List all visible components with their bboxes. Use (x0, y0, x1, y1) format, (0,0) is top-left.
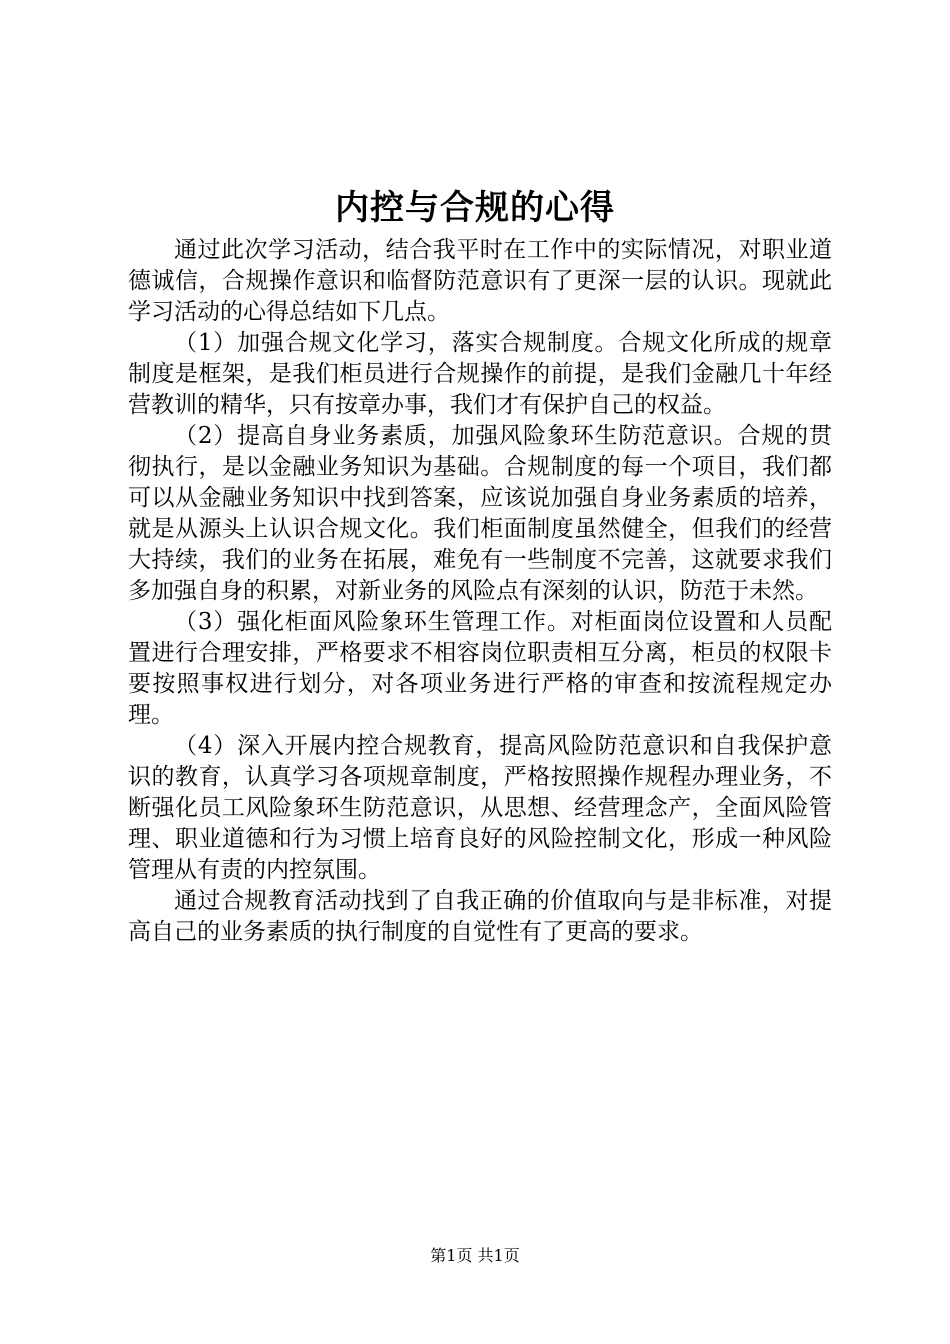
page-title: 内控与合规的心得 (335, 188, 615, 228)
document-body (128, 235, 832, 948)
paragraph-conclusion: 通过合规教育活动找到了自我正确的价值取向与是非标准，对提高自己的业务素质的执行制度的自觉性有了更高的要求。 (128, 888, 832, 945)
page-footer: 第1页 共1页 (430, 1246, 520, 1265)
paragraph-point-3: （3）强化柜面风险象环生管理工作。对柜面岗位设置和人员配置进行合理安排，严格要求不相容岗位职责相互分离，柜员的权限卡要按照事权进行划分，对各项业务进行严格的审查和按流程规定办理。 (128, 609, 832, 728)
paragraph-point-1: （1）加强合规文化学习，落实合规制度。合规文化所成的规章制度是框架，是我们柜员进行合规操作的前提，是我们金融几十年经营教训的精华，只有按章办事，我们才有保护自己的权益。 (128, 330, 832, 418)
paragraph-point-2: （2）提高自身业务素质，加强风险象环生防范意识。合规的贯彻执行，是以金融业务知识为基础。合规制度的每一个项目，我们都可以从金融业务知识中找到答案，应该说加强自身业务素质的培养，就是从源头上认识合规文化。我们柜面制度虽然健全，但我们的经营大持续，我们的业务在拓展，难免有一些制度不完善，这就要求我们多加强自身的积累，对新业务的风险点有深刻的认识，防范于未然。 (128, 423, 832, 604)
paragraph-point-4: （4）深入开展内控合规教育，提高风险防范意识和自我保护意识的教育，认真学习各项规章制度，严格按照操作规程办理业务，不断强化员工风险象环生防范意识，从思想、经营理念产，全面风险管理、职业道德和行为习惯上培育良好的风险控制文化，形成一种风险管理从有责的内控氛围。 (128, 733, 832, 883)
paragraph-intro: 通过此次学习活动，结合我平时在工作中的实际情况，对职业道德诚信，合规操作意识和临督防范意识有了更深一层的认识。现就此学习活动的心得总结如下几点。 (128, 237, 832, 325)
